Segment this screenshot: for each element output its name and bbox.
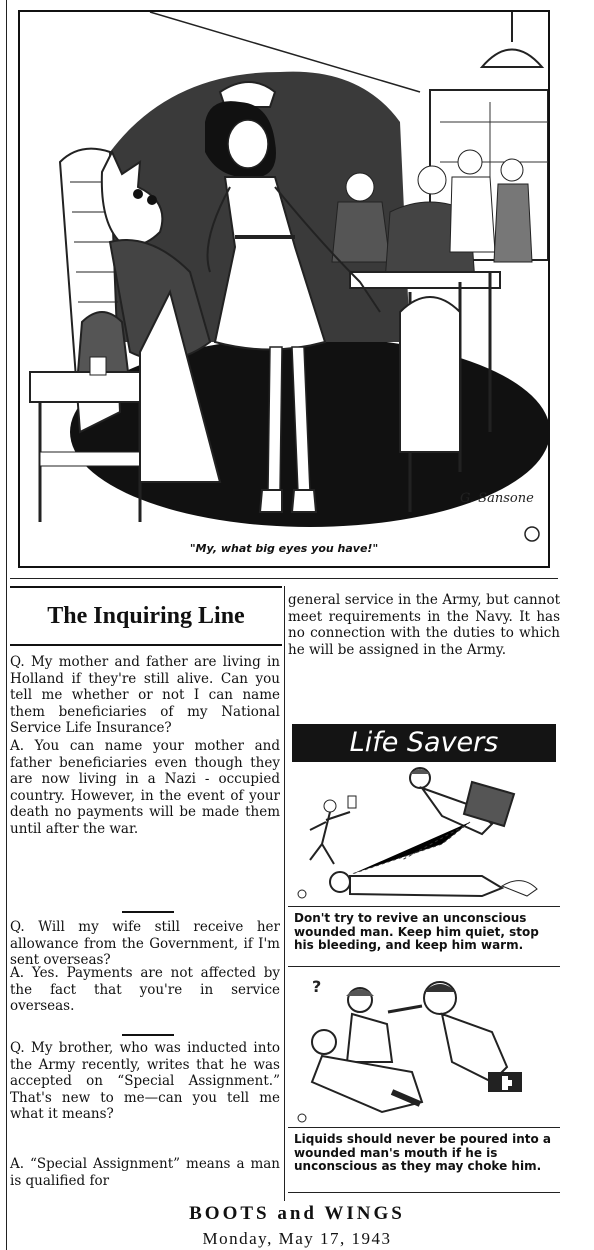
question-1: Q. My mother and father are living in Holland if they're still alive. Can you tell me whether or not I can name them beneficiaries of my National Service Life Insurance?: [10, 654, 280, 737]
svg-text:?: ?: [312, 977, 322, 996]
qa-separator: [122, 911, 174, 913]
answer-3-continued: general service in the Army, but cannot meet requirements in the Navy. It has no connection with the duties to which he will be assigned in the Army.: [288, 592, 560, 658]
cartoon-panel: [18, 10, 550, 568]
cartoon-caption: "My, what big eyes you have!": [189, 542, 379, 555]
life-saver-tip-1: Don't try to revive an unconscious wounded man. Keep him quiet, stop his bleeding, and keep him warm.: [294, 911, 539, 952]
question-2: Q. Will my wife still receive her allowance from the Government, if I'm sent overseas?: [10, 919, 280, 969]
answer-3: A. “Special Assignment” means a man is qualified for: [10, 1156, 280, 1189]
right-column: [288, 592, 560, 1202]
inquiring-line-column: [10, 586, 282, 1200]
answer-2: A. Yes. Payments are not affected by the fact that you're in service overseas.: [10, 965, 280, 1015]
cartoon-illustration: [20, 12, 548, 566]
page-edge-line: [6, 0, 7, 1250]
answer-1: A. You can name your mother and father beneficiaries even though they are now living in a Nazi - occupied country. However, in the event of your death no payments will be made them until after the war.: [10, 738, 280, 837]
section-divider: [10, 578, 558, 579]
panel-rule: [288, 1192, 560, 1193]
question-3: Q. My brother, who was inducted into the Army recently, writes that he was accepted on “Special Assignment.” That's new to me—can you tell me what it means?: [10, 1040, 280, 1123]
column-divider: [284, 586, 285, 1201]
column-title: The Inquiring Line: [47, 603, 245, 629]
issue-date: Monday, May 17, 1943: [202, 1229, 392, 1248]
life-savers-banner: [292, 724, 556, 762]
panel-rule: [288, 1127, 560, 1128]
column-heading: [10, 586, 282, 646]
cartoon-signature: G. Sansone: [460, 491, 534, 506]
life-saver-tip-2: Liquids should never be poured into a wounded man's mouth if he is unconscious as they may choke him.: [294, 1132, 552, 1173]
life-savers-illustration-1: [292, 764, 556, 906]
publication-name: BOOTS and WINGS: [189, 1203, 405, 1224]
qa-separator: [122, 1034, 174, 1036]
life-savers-illustration-2: [292, 972, 556, 1126]
life-savers-title: Life Savers: [349, 727, 499, 758]
panel-rule: [288, 966, 560, 967]
panel-rule: [288, 906, 560, 907]
